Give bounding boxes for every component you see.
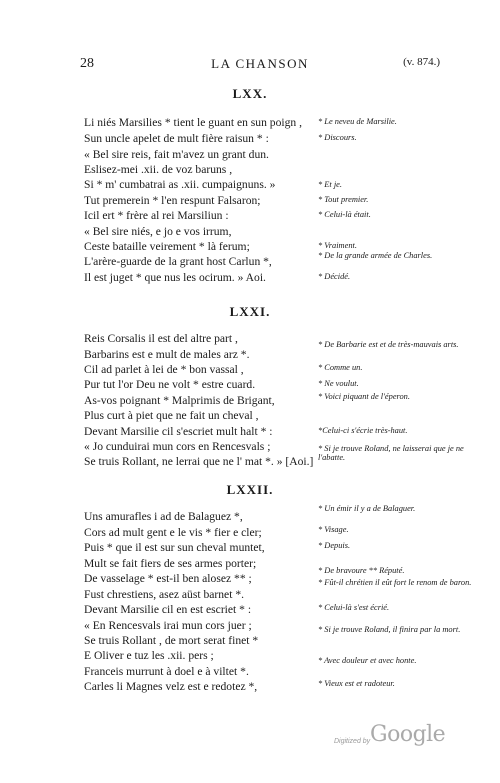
verse-line: Eslisez-mei .xii. de voz baruns , <box>84 163 233 176</box>
laisse-title: LXXI. <box>229 304 271 319</box>
gloss-note: * Voici piquant de l'éperon. <box>318 392 410 401</box>
verse-reference: (v. 874.) <box>403 56 440 68</box>
verse-line: « Jo cunduirai mun cors en Rencesvals ; <box>84 440 271 453</box>
gloss-note: * Discours. <box>318 133 357 142</box>
verse-line: Puis * que il est sur sun cheval muntet, <box>84 541 265 554</box>
verse-line: Franceis murrunt à doel e à viltet *. <box>84 665 249 678</box>
gloss-note: * Fût-il chrétien il eût fort le renom de baron. <box>318 578 472 587</box>
gloss-note: * Si je trouve Roland, il finira par la mort. <box>318 625 461 634</box>
gloss-note: * De Barbarie est et de très-mauvais arts. <box>318 340 459 349</box>
gloss-note: * De la grande armée de Charles. <box>318 251 433 260</box>
gloss-note: * Visage. <box>318 525 349 534</box>
verse-line: Devant Marsilie cil en est escriet * : <box>84 603 252 616</box>
verse-line: Mult se fait fiers de ses armes porter; <box>84 557 257 570</box>
laisse-title: LXXII. <box>226 482 274 497</box>
running-title: LA CHANSON <box>211 56 309 71</box>
gloss-note: * Un émir il y a de Balaguer. <box>318 504 416 513</box>
verse-line: Barbarins est e mult de males arz *. <box>84 348 250 361</box>
verse-line: L'arère-guarde de la grant host Carlun *, <box>84 255 272 268</box>
verse-line: Si * m' cumbatrai as .xii. cumpaignuns. » <box>84 178 276 191</box>
gloss-note: * Depuis. <box>318 541 351 550</box>
gloss-note: * Et je. <box>318 180 342 189</box>
verse-line: Cors ad mult gent e le vis * fier e cler; <box>84 526 262 539</box>
gloss-note: * De bravoure ** Réputé. <box>318 566 405 575</box>
verse-line: Plus curt à piet que ne fait un cheval , <box>84 409 259 422</box>
gloss-note: * Si je trouve Roland, ne laisserai que je ne l'abatte. <box>318 444 464 462</box>
laisse-title: LXX. <box>232 86 268 101</box>
verse-line: Uns amurafles i ad de Balaguez *, <box>84 510 243 523</box>
verse-line: « Bel sire reis, fait m'avez un grant dun. <box>84 148 269 161</box>
verse-line: Icil ert * frère al rei Marsiliun : <box>84 209 229 222</box>
verse-line: Reis Corsalis il est del altre part , <box>84 332 238 345</box>
gloss-note: * Ne voulut. <box>318 379 359 388</box>
verse-line: Pur tut l'or Deu ne volt * estre cuard. <box>84 378 256 391</box>
verse-line: Ceste bataille veirement * là ferum; <box>84 240 250 253</box>
running-header <box>80 56 440 74</box>
verse-line: Sun uncle apelet de mult fière raisun * : <box>84 132 269 145</box>
verse-line: Il est juget * que nus les ocirum. » Aoi. <box>84 271 266 284</box>
verse-line: Devant Marsilie cil s'escriet mult halt * : <box>84 425 273 438</box>
gloss-note: * Décidé. <box>318 272 351 281</box>
google-logo: Google <box>370 722 446 747</box>
verse-line: Carles li Magnes velz est e redotez *, <box>84 680 258 693</box>
verse-line: As-vos poignant * Malprimis de Brigant, <box>84 394 275 407</box>
verse-line: Fust chrestiens, asez aüst barnet *. <box>84 588 245 601</box>
gloss-note: * Avec douleur et avec honte. <box>318 656 417 665</box>
page-number: 28 <box>80 56 94 71</box>
gloss-note: * Le neveu de Marsilie. <box>318 117 397 126</box>
gloss-note: * Vieux est et radoteur. <box>318 679 395 688</box>
digitized-by-text: Digitized by <box>334 738 371 745</box>
gloss-note: *Celui-ci s'écrie très-haut. <box>318 426 408 435</box>
verse-line: Li niés Marsilies * tient le guant en sun poign , <box>84 116 302 129</box>
verse-line: E Oliver e tuz les .xii. pers ; <box>84 649 214 662</box>
gloss-note: * Celui-là était. <box>318 210 371 219</box>
verse-line: Cil ad parlet à lei de * bon vassal , <box>84 363 244 376</box>
verse-line: « Bel sire niés, e jo e vos irrum, <box>84 225 232 238</box>
gloss-note: * Tout premier. <box>318 195 369 204</box>
verse-line: De vasselage * est-il ben alosez ** ; <box>84 572 252 585</box>
verse-line: « En Rencesvals irai mun cors juer ; <box>84 619 252 632</box>
gloss-note: * Comme un. <box>318 363 363 372</box>
gloss-note: * Celui-là s'est écrié. <box>318 603 390 612</box>
gloss-note: * Vraiment. <box>318 241 357 250</box>
verse-line: Se truis Rollant, ne lerrai que ne l' mat *. » [Aoi.] <box>84 455 314 468</box>
verse-line: Se truis Rollant , de mort serat finet * <box>84 634 259 647</box>
verse-line: Tut premerein * l'en respunt Falsaron; <box>84 194 261 207</box>
